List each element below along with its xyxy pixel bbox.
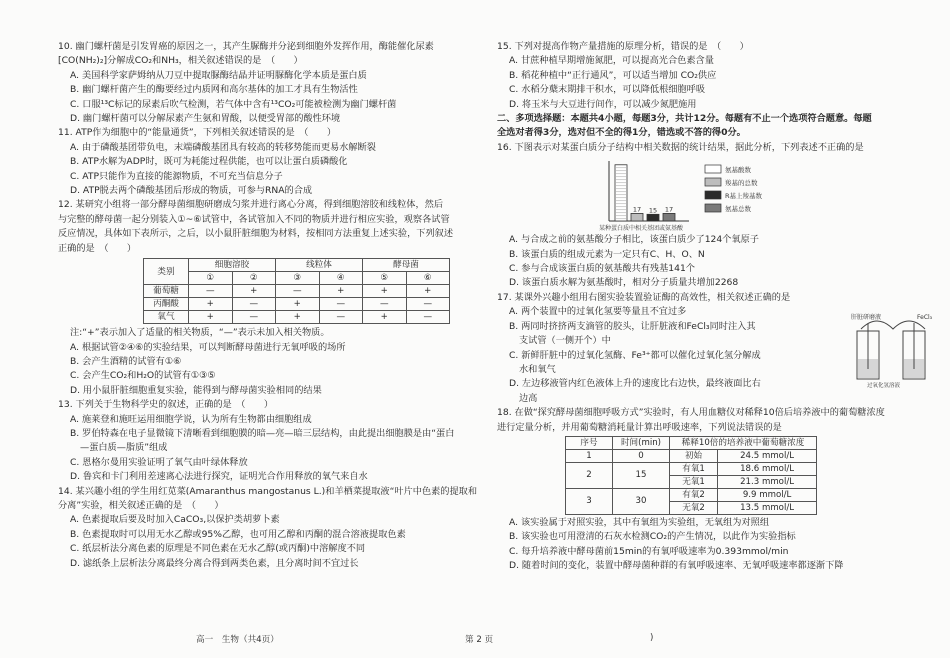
q17-option-b-2: 支试管（一侧开个）中 bbox=[519, 335, 611, 347]
q13-stem: 13. 下列关于生物科学史的叙述，正确的是 （ ） bbox=[58, 399, 274, 411]
q11-option-c: C. ATP只能作为直接的能源物质，不可充当信息分子 bbox=[70, 170, 283, 182]
table-cell: + bbox=[406, 285, 450, 298]
q10-option-a: A. 美国科学家萨姆纳从刀豆中提取脲酶结晶并证明脲酶化学本质是蛋白质 bbox=[70, 69, 367, 81]
table-cell: 13.5 mmol/L bbox=[718, 501, 817, 514]
bar-2 bbox=[631, 214, 643, 222]
table-cell: + bbox=[276, 298, 320, 311]
table-row bbox=[566, 449, 817, 462]
legend-swatch bbox=[705, 165, 721, 173]
question-12 bbox=[58, 198, 498, 398]
table-cell: — bbox=[406, 298, 450, 311]
table-row bbox=[566, 462, 817, 475]
table-cell: + bbox=[232, 285, 276, 298]
q12-group-yeast: 酵母菌 bbox=[363, 259, 450, 272]
table-cell: — bbox=[319, 311, 363, 324]
legend-swatch bbox=[705, 204, 721, 212]
bar-3 bbox=[647, 215, 659, 222]
table-row bbox=[144, 285, 450, 298]
footer-page-number: 第 2 页 bbox=[465, 635, 494, 645]
table-cell: + bbox=[363, 285, 407, 298]
bar-value-label: 17 bbox=[632, 205, 642, 214]
q16-stem: 16. 下图表示对某蛋白质分子结构中相关数据的统计结果，据此分析，下列表述不正确的是 bbox=[497, 141, 864, 153]
table-cell: 21.3 mmol/L bbox=[718, 475, 817, 488]
section-2-line-1: 二、多项选择题：本题共4小题，每题3分，共计12分。每题有不止一个选项符合题意。每题 bbox=[497, 113, 872, 125]
q11-stem: 11. ATP作为细胞中的“能量通货”，下列相关叙述错误的是 （ ） bbox=[58, 127, 337, 139]
q18-header-time: 时间(min) bbox=[613, 436, 670, 449]
apparatus-right-label: FeCl₃ bbox=[917, 313, 933, 321]
q17-option-d-1: D. 左边移液管内红色液体上升的速度比右边快，最终液面比右 bbox=[509, 378, 761, 390]
table-cell: 初始 bbox=[670, 449, 718, 462]
q10-option-d: D. 幽门螺杆菌可以分解尿素产生氨和胃酸，以便受胃部的酸性环境 bbox=[70, 113, 341, 125]
table-cell: 无氧1 bbox=[670, 475, 718, 488]
q12-option-a: A. 根据试管②④⑥的实验结果，可以判断酵母菌进行无氧呼吸的场所 bbox=[70, 341, 346, 353]
q17-apparatus-diagram bbox=[849, 309, 934, 389]
q15-option-c: C. 水稻分蘖末期排干积水，可以降低根细胞呼吸 bbox=[509, 84, 706, 96]
table-cell: + bbox=[189, 298, 233, 311]
table-cell: + bbox=[189, 311, 233, 324]
q12-tube: ① bbox=[189, 272, 233, 285]
connecting-tube bbox=[861, 321, 925, 329]
table-cell: — bbox=[189, 285, 233, 298]
q18-option-c: C. 每升培养液中酵母菌前15min的有氧呼吸速率为0.393mmol/min bbox=[509, 545, 789, 557]
q12-table bbox=[143, 258, 450, 324]
table-cell: 2 bbox=[566, 462, 613, 488]
table-cell: — bbox=[276, 285, 320, 298]
table-header-row bbox=[566, 436, 817, 449]
q12-note: 注:“+”表示加入了适量的相关物质，“—”表示未加入相关物质。 bbox=[70, 327, 330, 339]
q16-bar-chart bbox=[497, 155, 937, 233]
q11-option-a: A. 由于磷酸基团带负电，末端磷酸基团具有较高的转移势能而更易水解断裂 bbox=[70, 141, 376, 153]
q18-option-a: A. 该实验属于对照实验，其中有氧组为实验组，无氧组为对照组 bbox=[509, 516, 770, 528]
table-cell: 30 bbox=[613, 488, 670, 514]
q15-stem: 15. 下列对提高作物产量措施的原理分析，错误的是 （ ） bbox=[497, 41, 749, 52]
q17-stem: 17. 某课外兴趣小组用右图实验装置验证酶的高效性，相关叙述正确的是 bbox=[497, 291, 791, 303]
q12-option-c: C. 会产生CO₂和H₂O的试管有①③⑤ bbox=[70, 370, 216, 382]
table-cell: 24.5 mmol/L bbox=[718, 449, 817, 462]
table-cell: + bbox=[319, 285, 363, 298]
q12-table-corner: 类别 bbox=[144, 259, 189, 285]
q13-option-a: A. 施莱登和施旺运用细胞学说，认为所有生物都由细胞组成 bbox=[70, 413, 312, 425]
table-cell: 有氧1 bbox=[670, 462, 718, 475]
section-2-heading bbox=[497, 112, 937, 141]
table-cell: 9.9 mmol/L bbox=[718, 488, 817, 501]
table-cell: 无氧2 bbox=[670, 501, 718, 514]
q17-option-c-1: C. 新鲜肝脏中的过氧化氢酶、Fe³⁺都可以催化过氧化氢分解成 bbox=[509, 349, 761, 361]
x-axis-label: 某种蛋白质中相关基团或氨基酸 bbox=[599, 225, 684, 233]
q13-option-c: C. 恩格尔曼用实验证明了氧气由叶绿体释放 bbox=[70, 456, 248, 468]
legend-label: 氨基总数 bbox=[725, 205, 751, 214]
question-18 bbox=[497, 406, 937, 573]
q18-option-b: B. 该实验也可用澄清的石灰水检测CO₂的产生情况，以此作为实验指标 bbox=[509, 531, 796, 543]
bar-value-label: 17 bbox=[664, 205, 674, 214]
row-label: 丙酮酸 bbox=[144, 298, 189, 311]
q17-option-d-2: 边高 bbox=[519, 392, 538, 404]
q18-header-concentration: 稀释10倍的培养液中葡萄糖浓度 bbox=[670, 436, 817, 449]
q11-option-b: B. ATP水解为ADP时，既可为耗能过程供能，也可以让蛋白质磷酸化 bbox=[70, 156, 348, 168]
legend-label: 羧基的总数 bbox=[725, 179, 758, 188]
q14-stem-2: 分离”实验，相关叙述正确的是 （ ） bbox=[58, 499, 224, 511]
row-label: 氧气 bbox=[144, 311, 189, 324]
q12-option-d: D. 用小鼠肝脏细胞重复实验，能得到与酵母菌实验相同的结果 bbox=[70, 384, 322, 396]
table-cell: — bbox=[319, 298, 363, 311]
q12-option-b: B. 会产生酒精的试管有①⑥ bbox=[70, 355, 182, 367]
q12-stem-2: 与完整的酵母菌一起分别装入①~⑥试管中，各试管加入不同的物质并进行相应实验，观察各试管 bbox=[58, 213, 450, 225]
q16-option-b: B. 该蛋白质的组成元素为一定只有C、H、O、N bbox=[509, 248, 705, 260]
legend-label: R基上羧基数 bbox=[725, 192, 763, 201]
q18-option-d: D. 随着时间的变化，装置中酵母菌种群的有氧呼吸速率、无氧呼吸速率都逐渐下降 bbox=[509, 560, 844, 572]
q11-option-d: D. ATP脱去两个磷酸基团后形成的物质，可参与RNA的合成 bbox=[70, 185, 313, 197]
q12-tube: ③ bbox=[276, 272, 320, 285]
q16-option-d: D. 该蛋白质水解为氨基酸时，相对分子质量共增加2268 bbox=[509, 277, 739, 289]
table-cell: 1 bbox=[566, 449, 613, 462]
q18-stem-1: 18. 在做“探究酵母菌细胞呼吸方式”实验时，有人用血糖仪对稀释10倍后培养液中的葡萄糖浓度 bbox=[497, 407, 885, 419]
q17-option-c-2: 水和氧气 bbox=[519, 363, 556, 375]
bar-4 bbox=[663, 214, 675, 222]
table-row bbox=[566, 488, 817, 501]
q15-option-b: B. 稻花种植中“正行通风”，可以适当增加 CO₂供应 bbox=[509, 69, 717, 81]
q12-tube: ② bbox=[232, 272, 276, 285]
apparatus-beaker-label: 过氧化氢溶液 bbox=[867, 382, 901, 389]
q17-option-b-1: B. 两同时挤挤两支滴管的胶头，让肝脏液和FeCl₃同时注入其 bbox=[509, 320, 756, 332]
q13-option-d: D. 鲁宾和卡门利用差速离心法进行探究，证明光合作用释放的氧气来自水 bbox=[70, 471, 368, 483]
question-16 bbox=[497, 141, 937, 291]
question-10 bbox=[58, 40, 498, 126]
table-cell: — bbox=[406, 311, 450, 324]
question-13 bbox=[58, 398, 498, 484]
q12-stem-3: 反应情况，具体如下表所示，之后，以小鼠肝脏细胞为材料，按相同方法重复上述实验，下列叙述 bbox=[58, 228, 454, 240]
section-2-line-2: 全选对者得3分，选对但不全的得1分，错选或不答的得0分。 bbox=[497, 127, 746, 139]
question-14 bbox=[58, 485, 498, 571]
table-cell: + bbox=[363, 311, 407, 324]
chart-plot bbox=[599, 161, 763, 232]
q14-option-a: A. 色素提取后要及时加入CaCO₃,以保护类胡萝卜素 bbox=[70, 514, 280, 526]
table-row bbox=[144, 298, 450, 311]
q15-option-d: D. 将玉米与大豆进行间作，可以减少氮肥施用 bbox=[509, 98, 697, 110]
table-cell: 18.6 mmol/L bbox=[718, 462, 817, 475]
q16-option-c: C. 参与合成该蛋白质的氨基酸共有残基141个 bbox=[509, 263, 695, 275]
q12-tube: ④ bbox=[319, 272, 363, 285]
q15-option-a: A. 甘蔗种植早期增施氮肥，可以提高光合色素含量 bbox=[509, 55, 714, 67]
q18-table bbox=[565, 436, 817, 515]
q12-group-mitochondria: 线粒体 bbox=[276, 259, 363, 272]
footer-left: 高一 生物（共4页） bbox=[196, 635, 279, 645]
q10-stem-1: 10. 幽门螺杆菌是引发胃癌的原因之一，其产生脲酶并分泌到细胞外发挥作用，酶能催化尿素 bbox=[58, 41, 434, 52]
table-cell: 15 bbox=[613, 462, 670, 488]
q12-stem-1: 12. 某研究小组将一部分酵母菌细胞研磨成匀浆并进行离心分离，得到细胞溶胶和线粒体，然后 bbox=[58, 199, 444, 211]
q12-tube: ⑤ bbox=[363, 272, 407, 285]
q14-option-b: B. 色素提取时可以用无水乙醇或95%乙醇，也可用乙醇和丙酮的混合溶液提取色素 bbox=[70, 528, 406, 540]
q13-option-b-2: —蛋白质—脂质”组成 bbox=[80, 442, 168, 454]
table-row bbox=[144, 311, 450, 324]
legend-swatch bbox=[705, 191, 721, 199]
q16-option-a: A. 与合成之前的氨基酸分子相比，该蛋白质少了124个氧原子 bbox=[509, 234, 759, 246]
legend-label: 氨基酸数 bbox=[725, 166, 751, 175]
q10-option-b: B. 幽门螺杆菌产生的酶要经过内质网和高尔基体的加工才具有生物活性 bbox=[70, 84, 358, 96]
footer-right: ) bbox=[650, 633, 654, 643]
q14-stem-1: 14. 某兴趣小组的学生用红苋菜(Amaranthus mangostanus L.)和羊栖菜提取液“叶片中色素的提取和 bbox=[58, 485, 478, 497]
q17-option-a: A. 两个装置中的过氧化氢要等量且不宜过多 bbox=[509, 306, 687, 318]
q14-option-c: C. 纸层析法分离色素的原理是不同色素在无水乙醇(或丙酮)中溶解度不同 bbox=[70, 543, 366, 555]
question-17 bbox=[497, 291, 937, 406]
q12-stem-4: 正确的是 （ ） bbox=[58, 242, 137, 254]
question-15 bbox=[497, 40, 937, 112]
q18-header-number: 序号 bbox=[566, 436, 613, 449]
table-cell: 0 bbox=[613, 449, 670, 462]
q12-tube: ⑥ bbox=[406, 272, 450, 285]
table-cell: 3 bbox=[566, 488, 613, 514]
table-cell: — bbox=[363, 298, 407, 311]
table-cell: — bbox=[232, 298, 276, 311]
q10-option-c: C. 口服¹³C标记的尿素后吹气检测，若气体中含有¹³CO₂可能被检测为幽门螺杆菌 bbox=[70, 98, 397, 110]
bar-value-label: 15 bbox=[648, 206, 658, 215]
table-cell: + bbox=[276, 311, 320, 324]
question-11 bbox=[58, 126, 498, 198]
q12-group-cytosol: 细胞溶胶 bbox=[189, 259, 276, 272]
table-cell: 有氧2 bbox=[670, 488, 718, 501]
apparatus-left-label: 肝脏研磨液 bbox=[851, 313, 882, 321]
q10-stem-2: [CO(NH₂)₂]分解成CO₂和NH₃，相关叙述错误的是 （ ） bbox=[58, 55, 303, 67]
bar-1 bbox=[615, 165, 627, 221]
q14-option-d: D. 滤纸条上层析法分离最终分离合得到两类色素，且分离时间不宜过长 bbox=[70, 557, 359, 569]
table-cell: — bbox=[232, 311, 276, 324]
row-label: 葡萄糖 bbox=[144, 285, 189, 298]
q18-stem-2: 进行定量分析，并用葡萄糖消耗量计算出呼吸速率，下列说法错误的是 bbox=[497, 421, 782, 433]
q13-option-b-1: B. 罗伯特森在电子显微镜下清晰看到细胞膜的暗—亮—暗三层结构，由此提出细胞膜是由“蛋白 bbox=[70, 427, 455, 439]
legend-swatch bbox=[705, 178, 721, 186]
